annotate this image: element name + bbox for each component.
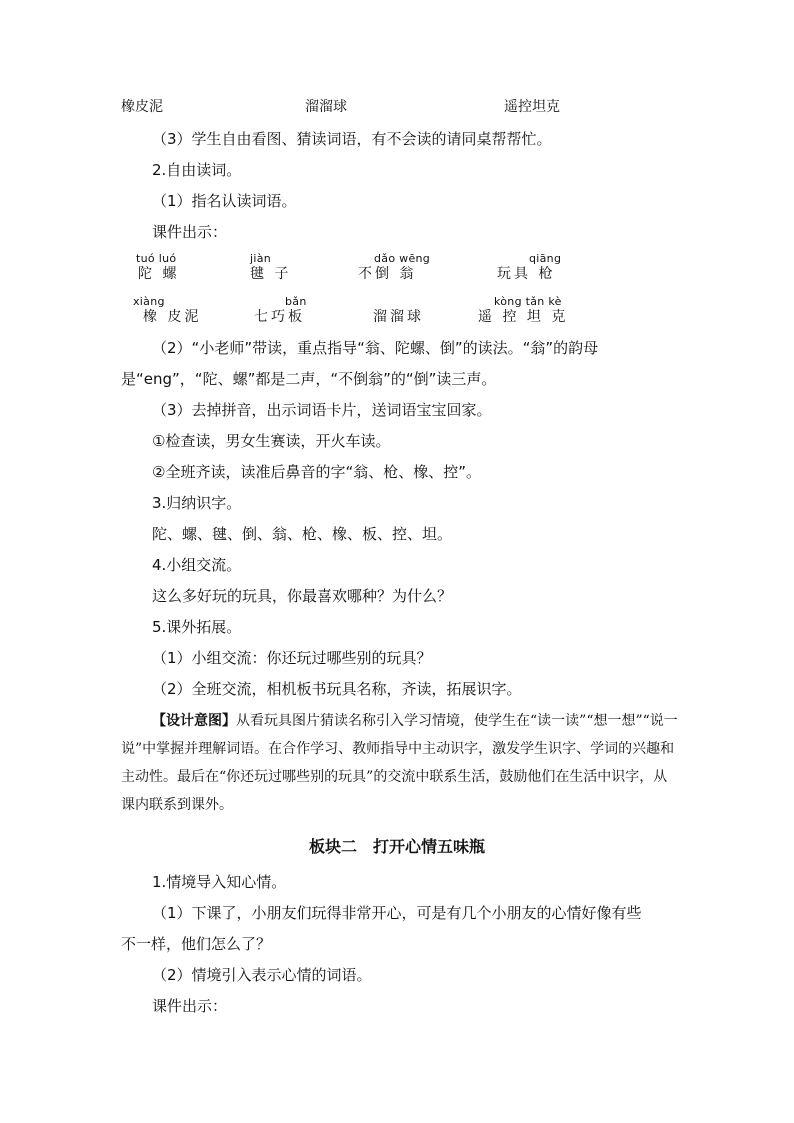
step-heading: 1.情境导入知心情。: [152, 873, 287, 891]
courseware-label: 课件出示：: [152, 223, 228, 241]
top-word-1: 橡皮泥: [121, 99, 163, 115]
step-heading: 4.小组交流。: [152, 556, 242, 574]
step-line: （1）下课了，小朋友们玩得非常开心，可是有几个小朋友的心情好像有些: [152, 904, 642, 922]
pinyin: jiàn: [250, 252, 272, 265]
step-line: （2）情境引入表示心情的词语。: [152, 966, 372, 984]
step-line: 这么多好玩的玩具，你最喜欢哪种？为什么？: [152, 587, 453, 605]
pinyin: tuó luó: [136, 252, 177, 265]
step-line: （1）指名认读词语。: [152, 192, 297, 210]
step-line: （2）全班交流，相机板书玩具名称，齐读，拓展识字。: [152, 680, 522, 698]
step-heading: 2.自由读词。: [152, 161, 242, 179]
step-line: 不一样，他们怎么了？: [121, 935, 272, 953]
top-word-3: 遥控坦克: [504, 99, 560, 115]
word: 不倒 翁: [358, 266, 417, 282]
pinyin: kòng tǎn kè: [494, 295, 562, 308]
design-intent-label: 【设计意图】: [152, 713, 236, 729]
step-line: ①检查读，男女生赛读，开火车读。: [152, 432, 391, 450]
pinyin: bǎn: [285, 295, 307, 308]
step-line: （3）学生自由看图、猜读词语，有不会读的请同桌帮帮忙。: [152, 130, 552, 148]
top-word-2: 溜溜球: [305, 99, 347, 115]
courseware-label: 课件出示：: [152, 997, 228, 1015]
pinyin: qiāng: [529, 252, 562, 265]
pinyin: dǎo wēng: [374, 252, 431, 265]
word: 玩具 枪: [497, 266, 556, 282]
section-title: 板块二 打开心情五味瓶: [308, 837, 485, 856]
word: 溜溜球: [373, 309, 424, 325]
step-line: （3）去掉拼音，出示词语卡片，送词语宝宝回家。: [152, 401, 492, 419]
step-line: （1）小组交流：你还玩过哪些别的玩具？: [152, 649, 432, 667]
pinyin: xiàng: [133, 295, 165, 308]
step-line: 陀、螺、毽、倒、翁、枪、橡、板、控、坦。: [152, 525, 453, 543]
design-intent-text: 从看玩具图片猜读名称引入学习情境，使学生在“读一读”“想一想”“说一说”中掌握并理解词语。在合作学习、教师指导中主动识字，激发学生识字、学词的兴趣和主动性。最后在“你还玩过哪些别的玩具”的交流中联系生活，鼓励他们在生活中识字，从课内联系到课外。: [121, 713, 678, 813]
step-heading: 3.归纳识字。: [152, 494, 242, 512]
word: 七巧板: [254, 309, 305, 325]
word: 毽 子: [250, 266, 292, 282]
step-line: （2）“小老师”带读，重点指导“翁、陀螺、倒”的读法。“翁”的韵母: [152, 339, 599, 357]
step-heading: 5.课外拓展。: [152, 618, 242, 636]
word: 橡 皮泥: [143, 309, 202, 325]
step-line: ②全班齐读，读准后鼻音的字“翁、枪、橡、控”。: [152, 463, 481, 481]
word: 遥 控 坦 克: [478, 309, 569, 325]
word: 陀 螺: [138, 266, 180, 282]
design-intent-paragraph: [121, 707, 681, 819]
step-line: 是“eng”，“陀、螺”都是二声，“不倒翁”的“倒”读三声。: [121, 370, 497, 388]
